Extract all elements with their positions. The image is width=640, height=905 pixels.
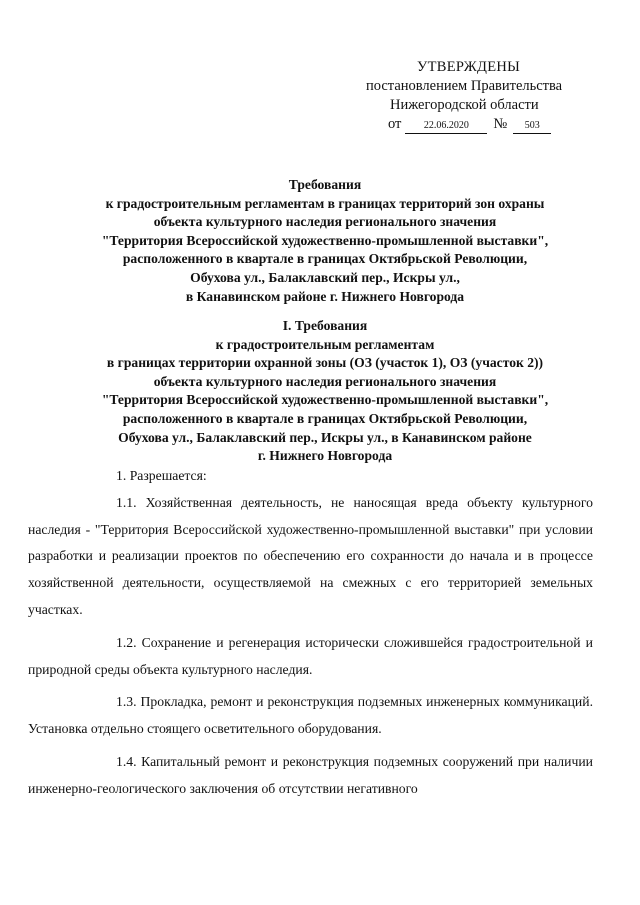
section-heading-line: "Территория Всероссийской художественно-промышленной выставки", xyxy=(101,392,549,408)
section-heading-line: расположенного в квартале в границах Октябрьской Революции, xyxy=(122,410,528,426)
paragraph-item-1: 1. Разрешается: xyxy=(116,468,207,483)
approval-line-1: постановлением Правительства xyxy=(366,78,563,94)
section-heading xyxy=(60,317,590,466)
paragraph-item-1-4: 1.4. Капитальный ремонт и реконструкция подземных сооружений при наличии инженерно-геологического заключения об отсутствии негативного xyxy=(28,753,593,796)
heading-line: расположенного в квартале в границах Октябрьской Революции, xyxy=(122,251,528,267)
heading-line: Обухова ул., Балаклавский пер., Искры ул., xyxy=(190,269,460,285)
approval-block xyxy=(360,58,590,134)
approval-title: УТВЕРЖДЕНЫ xyxy=(417,59,521,75)
section-heading-line: г. Нижнего Новгорода xyxy=(257,448,393,464)
paragraph-item-1-2: 1.2. Сохранение и регенерация исторически сложившейся градостроительной и природной среды объекта культурного наследия. xyxy=(28,634,593,677)
section-heading-line: объекта культурного наследия регионального значения xyxy=(153,373,497,389)
approval-date-line xyxy=(388,115,590,134)
section-heading-line: I. Требования xyxy=(282,318,368,333)
heading-line: в Канавинском районе г. Нижнего Новгорода xyxy=(185,288,465,304)
document-body xyxy=(28,463,593,803)
heading-line: объекта культурного наследия регионального значения xyxy=(153,214,497,230)
number-sign: № xyxy=(493,116,508,132)
approval-number: 503 xyxy=(513,119,551,134)
approval-line-2: Нижегородской области xyxy=(390,97,539,113)
date-prefix: от xyxy=(388,116,402,132)
heading-line: к градостроительным регламентам в границах территорий зон охраны xyxy=(105,195,545,211)
section-heading-line: в границах территории охранной зоны (ОЗ (участок 1), ОЗ (участок 2)) xyxy=(106,355,544,371)
main-heading xyxy=(60,176,590,306)
heading-line: "Территория Всероссийской художественно-промышленной выставки", xyxy=(101,232,549,248)
paragraph-item-1-3: 1.3. Прокладка, ремонт и реконструкция подземных инженерных коммуникаций. Установка отдельно стоящего осветительного оборудования. xyxy=(28,694,593,737)
heading-line: Требования xyxy=(288,177,362,192)
section-heading-line: к градостроительным регламентам xyxy=(215,336,435,352)
section-heading-line: Обухова ул., Балаклавский пер., Искры ул., в Канавинском районе xyxy=(118,429,532,445)
paragraph-item-1-1: 1.1. Хозяйственная деятельность, не наносящая вреда объекту культурного наследия - "Территория Всероссийской художественно-промышленной выставки" при условии разработки и реализации проектов по обеспечению его сохранности до начала и в процессе хозяйственной деятельности, осуществляемой на смежных с его территорией земельных участках. xyxy=(28,494,593,617)
approval-date: 22.06.2020 xyxy=(405,119,487,134)
